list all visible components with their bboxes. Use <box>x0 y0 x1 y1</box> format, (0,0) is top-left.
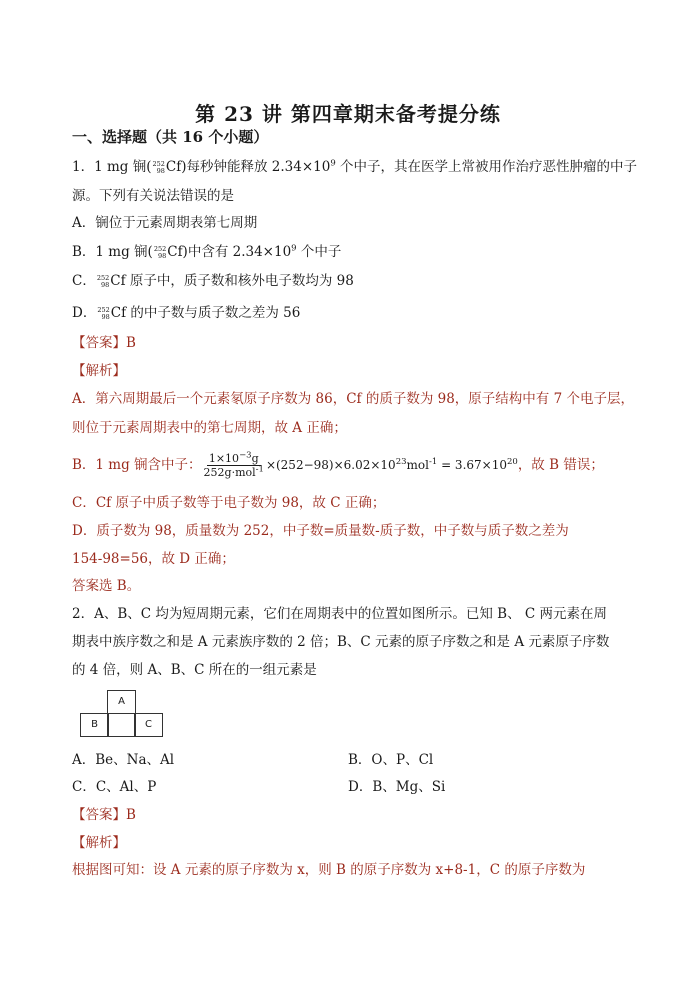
q2-option-c: C．C、Al、P <box>72 779 157 795</box>
isotope-notation: 252 98 <box>152 159 165 175</box>
q1-stem-line1: 1．1 mg 锎( 252 98 Cf)每秒钟能释放 $2.34\times 10^9$ 个中子，其在医学上常被用作治疗恶性肿瘤的中子 <box>72 158 638 175</box>
cell-a: A <box>107 690 136 714</box>
q1-conclusion: 答案选 B。 <box>72 578 141 594</box>
q1-analysis-d-line2: 154-98=56，故 D 正确； <box>72 551 235 567</box>
q2-answer: 【答案】B <box>72 807 136 823</box>
neutron-fraction: $\frac{1\times 10^{-3}g}{252g\cdot mol^{-1}}$ <box>203 450 264 479</box>
periodic-position-figure <box>80 690 164 738</box>
q2-stem-line1: 2．A、B、C 均为短周期元素，它们在周期表中的位置如图所示。已知 B、 C 两元素在周 <box>72 606 608 622</box>
page-title: 第 23 讲 第四章期末备考提分练 <box>195 102 501 126</box>
cell-b: B <box>80 713 109 737</box>
q2-stem-line2: 期表中族序数之和是 A 元素族序数的 2 倍；B、C 元素的原子序数之和是 A 元素原子序数 <box>72 634 610 650</box>
q2-stem-line3: 的 4 倍，则 A、B、C 所在的一组元素是 <box>72 662 317 678</box>
q1-analysis-a-line1: A．第六周期最后一个元素氡原子序数为 86，Cf 的质子数为 98，原子结构中有 7 个电子层， <box>72 391 634 407</box>
q2-option-d: D．B、Mg、Si <box>348 779 446 795</box>
q1-stem-line2: 源。下列有关说法错误的是 <box>72 188 234 204</box>
q1-analysis-a-line2: 则位于元素周期表中的第七周期，故 A 正确； <box>72 420 347 436</box>
q1-analysis-c: C．Cf 原子中质子数等于电子数为 98，故 C 正确； <box>72 495 386 511</box>
q1-option-d: D． 252 98 Cf 的中子数与质子数之差为 56 <box>72 305 301 321</box>
q1-answer: 【答案】B <box>72 335 136 351</box>
q2-analysis-heading: 【解析】 <box>72 835 126 851</box>
isotope-notation: 252 98 <box>153 244 167 260</box>
q1-analysis-b: B．1 mg 锎含中子： $\frac{1\times 10^{-3}g}{252g\cdot mol^{-1}}$ $\times(252-98)\times 6.02\times 10^{23}mol^{-1} = 3.67\times 10^{20}$，故 B 错误； <box>72 450 604 479</box>
q2-analysis-line1: 根据图可知：设 A 元素的原子序数为 x，则 B 的原子序数为 x+8-1，C 的原子序数为 <box>72 862 586 878</box>
q2-option-b: B．O、P、Cl <box>348 752 434 768</box>
q1-option-a: A．锎位于元素周期表第七周期 <box>72 215 258 231</box>
isotope-notation: 252 98 <box>96 273 110 289</box>
cell-c: C <box>134 713 163 737</box>
q2-option-a: A．Be、Na、Al <box>72 752 175 768</box>
q1-analysis-d-line1: D．质子数为 98，质量数为 252，中子数=质量数-质子数，中子数与质子数之差为 <box>72 523 569 539</box>
isotope-notation: 252 98 <box>97 305 110 321</box>
q1-option-c: C． 252 98 Cf 原子中，质子数和核外电子数均为 98 <box>72 273 354 289</box>
section-heading: 一、选择题（共 16 个小题） <box>72 128 269 146</box>
q1-analysis-heading: 【解析】 <box>72 363 126 379</box>
cell-empty <box>107 713 136 737</box>
q1-option-b: B．1 mg 锎( 252 98 Cf)中含有 $2.34\times 10^9$ 个中子 <box>72 243 342 260</box>
